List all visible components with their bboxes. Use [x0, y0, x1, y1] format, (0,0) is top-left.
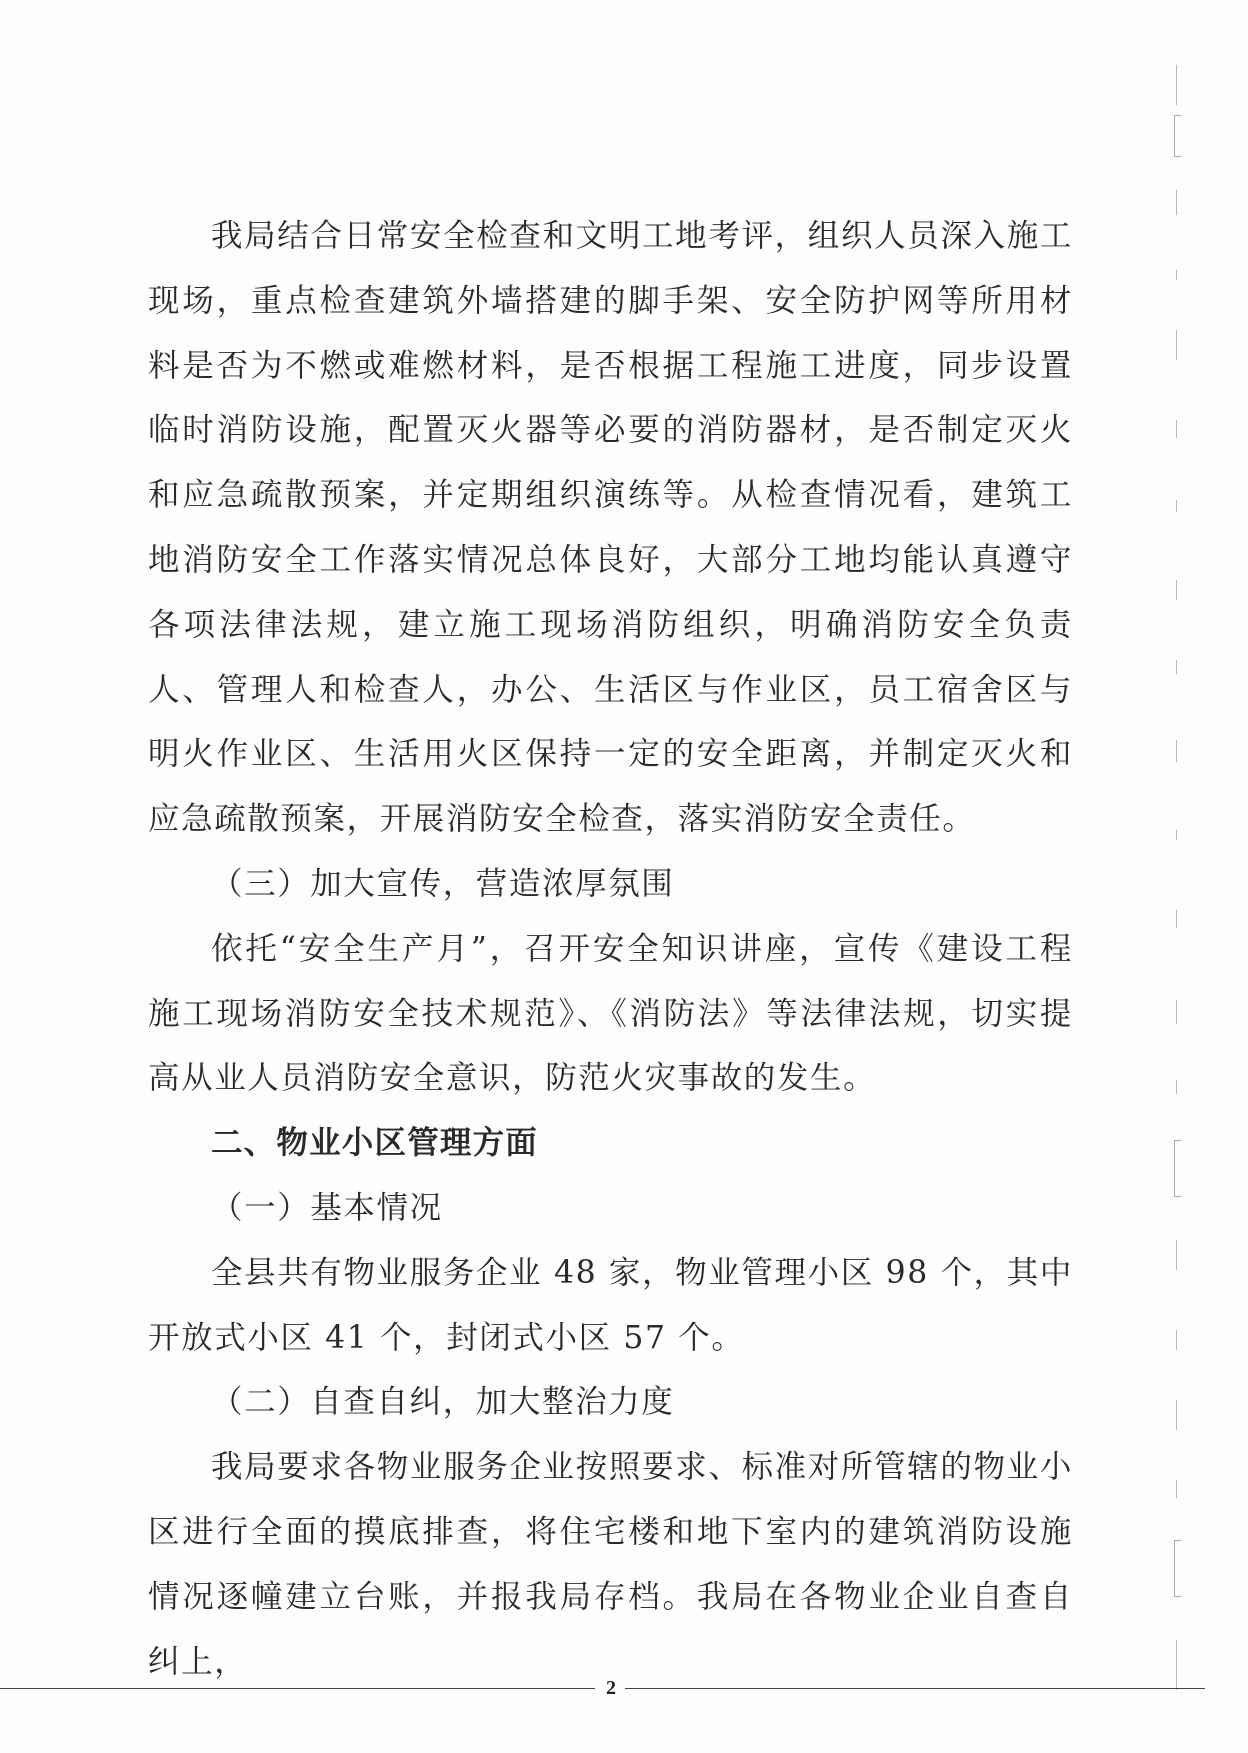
section-title-property: 二、物业小区管理方面 — [211, 1125, 539, 1162]
paragraph-basic-situation: 全县共有物业服务企业 48 家，物业管理小区 98 个，其中开放式小区 41 个，封闭式小区 57 个。 — [148, 1254, 1073, 1356]
footer-rule-right — [625, 1688, 1205, 1689]
paragraph-inspection: 我局结合日常安全检查和文明工地考评，组织人员深入施工现场，重点检查建筑外墙搭建的脚手架、安全防护网等所用材料是否为不燃或难燃材料，是否根据工程施工进度，同步设置临时消防设施，配置灭火器等必要的消防器材，是否制定灭火和应急疏散预案，并定期组织演练等。从检查情况看，建筑工地消防安全工作落实情况总体良好，大部分工地均能认真遵守各项法律法规，建立施工现场消防组织，明确消防安全负责人、管理人和检查人，办公、生活区与作业区，员工宿舍区与明火作业区、生活用火区保持一定的安全距离，并制定灭火和应急疏散预案，开展消防安全检查，落实消防安全责任。 — [148, 218, 1073, 838]
page-number: 2 — [606, 1677, 616, 1699]
scan-edge-marks — [1168, 40, 1198, 1730]
paragraph-self-inspection: 我局要求各物业服务企业按照要求、标准对所管辖的物业小区进行全面的摸底排查，将住宅楼和地下室内的建筑消防设施情况逐幢建立台账，并报我局存档。我局在各物业企业自查自纠上， — [148, 1449, 1073, 1680]
paragraph-publicity: 依托“安全生产月”，召开安全知识讲座，宣传《建设工程施工现场消防安全技术规范》、《消防法》等法律法规，切实提高从业人员消防安全意识，防范火灾事故的发生。 — [148, 930, 1073, 1097]
body-text — [148, 204, 1073, 1694]
heading-basic-situation: （一）基本情况 — [211, 1189, 443, 1226]
heading-publicity: （三）加大宣传，营造浓厚氛围 — [211, 865, 675, 902]
heading-self-inspection: （二）自查自纠，加大整治力度 — [211, 1384, 675, 1421]
footer-rule-left — [0, 1688, 595, 1689]
